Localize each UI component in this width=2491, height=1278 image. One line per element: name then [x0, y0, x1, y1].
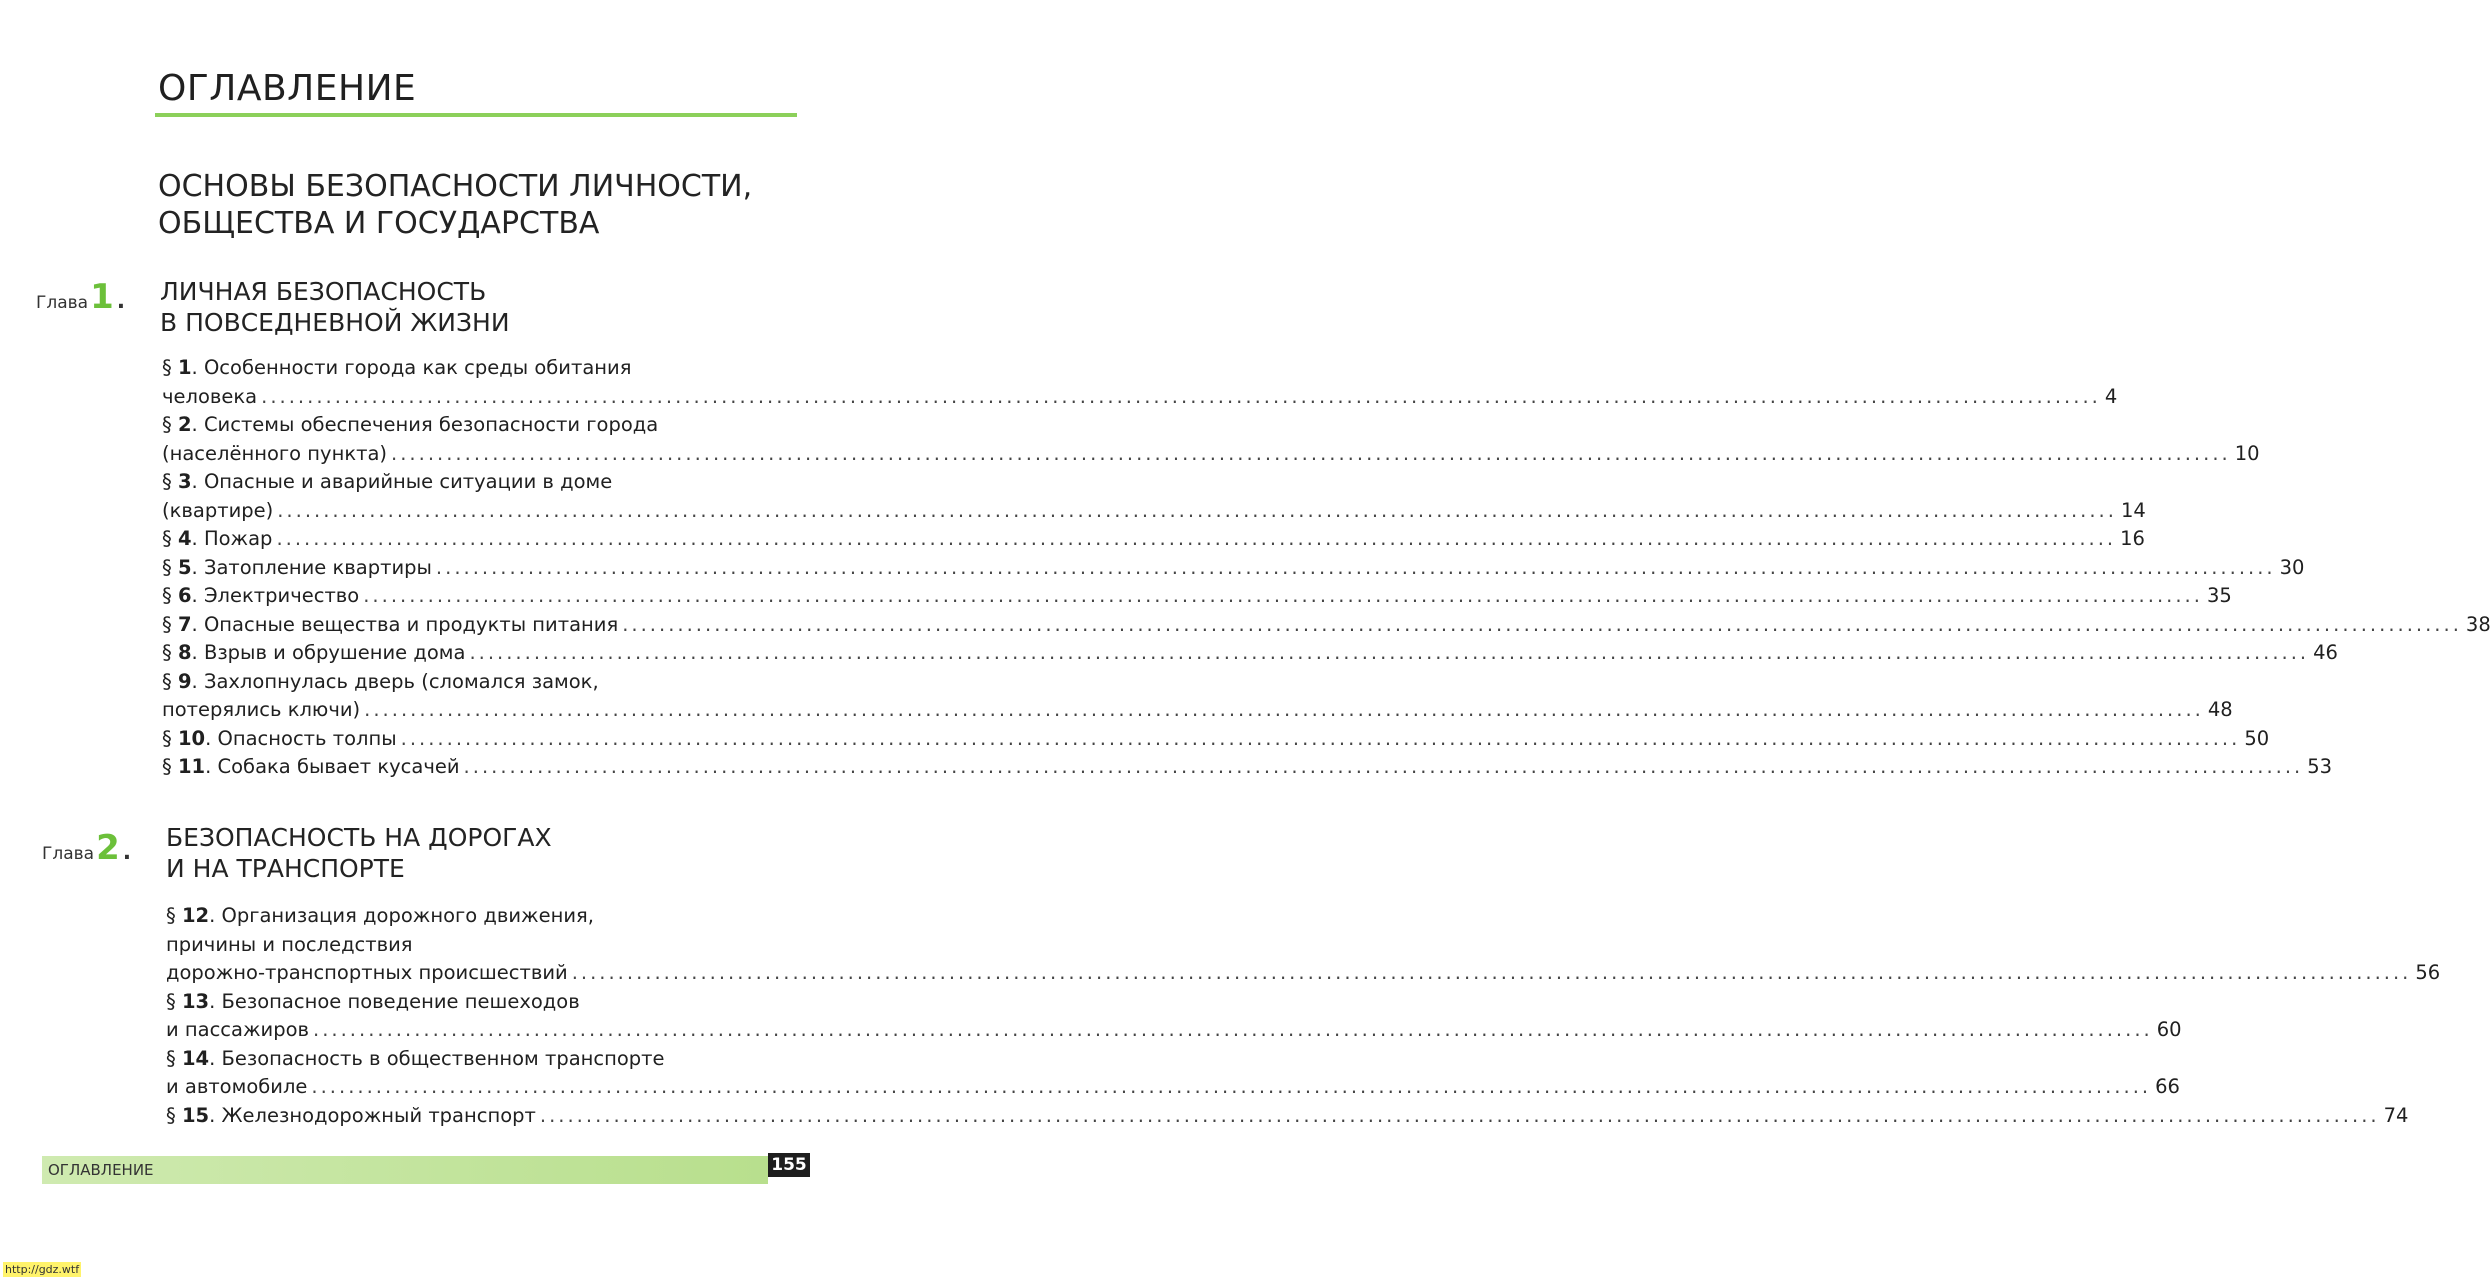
paragraph-title: Безопасное поведение пешеходов [221, 989, 580, 1013]
toc-entry-text: и пассажиров [166, 1018, 310, 1041]
toc-entry-text: § 4. Пожар [162, 527, 273, 550]
paragraph-number: 3 [177, 470, 192, 493]
toc-entry[interactable] [166, 902, 2441, 988]
paragraph-number: 2 [177, 413, 192, 436]
paragraph-number: 5 [177, 555, 192, 579]
dot-leader: ........................................................................................................................................................................................................ [539, 1103, 2380, 1127]
toc-entry-text: § 15. Железнодорожный транспорт [166, 1103, 536, 1127]
toc-entry-text: § 6. Электричество [162, 584, 360, 607]
section-heading [158, 168, 752, 242]
paragraph-title: Организация дорожного движения, [221, 904, 594, 927]
toc-entry-text: (населённого пункта) [162, 441, 388, 465]
paragraph-title: Электричество [203, 584, 360, 607]
paragraph-title: Системы обеспечения безопасности города [203, 413, 659, 436]
toc-entry-text: § 5. Затопление квартиры [162, 555, 432, 579]
chapter-label [42, 828, 131, 868]
section-sign: § [162, 755, 178, 778]
dot-leader: ........................................................................................................................................................................................................ [435, 555, 2276, 579]
paragraph-number: 4 [177, 527, 192, 550]
section-sign: § [162, 584, 178, 607]
toc-entry[interactable] [162, 525, 2145, 554]
paragraph-title: Взрыв и обрушение дома [203, 641, 466, 664]
dot-leader: ........................................................................................................................................................................................................ [571, 961, 2412, 984]
paragraph-title: Собака бывает кусачей [217, 755, 460, 778]
toc-page-number: 74 [2383, 1103, 2409, 1127]
paragraph-title: Железнодорожный транспорт [221, 1103, 536, 1127]
section-sign: § [162, 356, 178, 379]
section-sign: § [162, 470, 178, 493]
section-heading-line: ОСНОВЫ БЕЗОПАСНОСТИ ЛИЧНОСТИ, [158, 169, 753, 204]
dot-leader: ........................................................................................................................................................................................................ [363, 584, 2203, 607]
section-sign: § [162, 669, 178, 693]
dot-leader: ........................................................................................................................................................................................................ [277, 498, 2117, 522]
section-sign: § [162, 527, 178, 550]
page-title: ОГЛАВЛЕНИЕ [158, 68, 417, 109]
toc-entry-text: § 1. Особенности города как среды обитания [162, 356, 632, 379]
toc-entry-text: (квартире) [162, 498, 274, 522]
toc-entry-text: § 2. Системы обеспечения безопасности города [162, 413, 659, 436]
section-sign: § [166, 1046, 182, 1070]
toc-entry-text: и автомобиле [166, 1075, 308, 1098]
paragraph-number: 6 [177, 584, 192, 607]
toc-entry-text: § 12. Организация дорожного движения, [166, 904, 594, 927]
toc-entry-text: § 10. Опасность толпы [162, 726, 397, 750]
toc-page-number: 66 [2155, 1075, 2180, 1098]
section-sign: § [162, 641, 178, 664]
paragraph-number: 15 [181, 1103, 210, 1127]
toc-entry[interactable] [162, 639, 2338, 668]
dot-leader: ........................................................................................................................................................................................................ [276, 527, 2117, 550]
chapter-dot: . [122, 840, 132, 865]
dot-leader: ........................................................................................................................................................................................................ [463, 755, 2304, 778]
section-heading-line: ОБЩЕСТВА И ГОСУДАРСТВА [158, 206, 600, 241]
toc-page-number: 35 [2206, 584, 2232, 607]
paragraph-number: 9 [177, 669, 192, 693]
paragraph-title: Особенности города как среды обитания [203, 356, 632, 379]
toc-entry[interactable] [166, 1102, 2409, 1131]
toc-entry-text: § 7. Опасные вещества и продукты питания [162, 612, 619, 636]
section-sign: § [166, 1103, 182, 1127]
paragraph-title: Безопасность в общественном транспорте [221, 1046, 665, 1070]
toc-entry[interactable] [166, 1045, 2180, 1102]
chapter-dot: . [116, 289, 126, 314]
chapter-entries [162, 354, 2491, 782]
dot-leader: ........................................................................................................................................................................................................ [391, 441, 2231, 465]
toc-entry[interactable] [162, 554, 2305, 583]
chapter-label [36, 277, 125, 317]
paragraph-number: 1 [177, 356, 192, 379]
dot-leader: ........................................................................................................................................................................................................ [311, 1075, 2152, 1098]
dot-leader: ........................................................................................................................................................................................................ [313, 1018, 2153, 1041]
toc-entry[interactable] [162, 753, 2333, 782]
toc-entry[interactable] [162, 468, 2146, 525]
toc-page-number: 50 [2244, 726, 2270, 750]
footer-label: ОГЛАВЛЕНИЕ [48, 1161, 154, 1179]
toc-entry[interactable] [162, 354, 2118, 411]
toc-entry-text: § 3. Опасные и аварийные ситуации в доме [162, 470, 613, 493]
dot-leader: ........................................................................................................................................................................................................ [400, 726, 2241, 750]
toc-page-number: 14 [2120, 498, 2146, 522]
chapter-word: Глава [36, 293, 89, 313]
toc-entry[interactable] [166, 988, 2182, 1045]
chapter-title-line: ЛИЧНАЯ БЕЗОПАСНОСТЬ [160, 277, 487, 306]
toc-page-number: 4 [2104, 384, 2118, 408]
paragraph-title: Опасные вещества и продукты питания [203, 612, 619, 636]
chapter-number: 2 [96, 828, 120, 868]
toc-entry[interactable] [162, 611, 2491, 640]
toc-page-number: 30 [2279, 555, 2305, 579]
paragraph-number: 11 [177, 755, 206, 778]
section-sign: § [162, 413, 178, 436]
toc-page-number: 48 [2207, 698, 2233, 721]
toc-entry-text: § 11. Собака бывает кусачей [162, 755, 460, 778]
watermark: http://gdz.wtf [5, 1263, 80, 1276]
paragraph-title: Пожар [203, 527, 273, 550]
chapter-entries [166, 902, 2441, 1130]
paragraph-number: 10 [177, 726, 206, 750]
section-sign: § [162, 555, 178, 579]
toc-page-number: 46 [2313, 641, 2338, 664]
paragraph-number: 8 [177, 641, 192, 664]
toc-entry-text: § 14. Безопасность в общественном транспорте [166, 1046, 665, 1070]
paragraph-title: Опасные и аварийные ситуации в доме [203, 470, 613, 493]
toc-entry-text: человека [162, 384, 258, 408]
dot-leader: ........................................................................................................................................................................................................ [364, 698, 2204, 721]
chapter-word: Глава [42, 844, 95, 864]
section-sign: § [162, 726, 178, 750]
paragraph-number: 12 [181, 904, 210, 927]
toc-entry-text: § 8. Взрыв и обрушение дома [162, 641, 466, 664]
dot-leader: ........................................................................................................................................................................................................ [469, 641, 2310, 664]
title-underline [155, 113, 797, 117]
toc-entry[interactable] [162, 582, 2232, 611]
dot-leader: ........................................................................................................................................................................................................ [261, 384, 2101, 408]
toc-entry-text: потерялись ключи) [162, 698, 361, 721]
dot-leader: ........................................................................................................................................................................................................ [622, 612, 2462, 636]
paragraph-number: 13 [181, 989, 210, 1013]
chapter-title-line: И НА ТРАНСПОРТЕ [166, 854, 405, 883]
toc-page-number: 16 [2120, 527, 2145, 550]
chapter-title [166, 822, 552, 884]
paragraph-number: 14 [181, 1046, 210, 1070]
toc-page-number: 60 [2156, 1018, 2182, 1041]
toc-entry-text: § 9. Захлопнулась дверь (сломался замок, [162, 669, 599, 693]
chapter-title-line: В ПОВСЕДНЕВНОЙ ЖИЗНИ [160, 308, 510, 337]
toc-entry-text: § 13. Безопасное поведение пешеходов [166, 989, 580, 1013]
toc-page-number: 56 [2415, 961, 2441, 984]
paragraph-number: 7 [177, 612, 192, 636]
section-sign: § [166, 904, 182, 927]
toc-entry[interactable] [162, 668, 2233, 725]
toc-entry-text: причины и последствия [166, 932, 413, 956]
paragraph-title: Опасность толпы [217, 726, 397, 750]
toc-entry[interactable] [162, 725, 2270, 754]
chapter-number: 1 [90, 277, 114, 317]
toc-page-number: 10 [2234, 441, 2260, 465]
paragraph-title: Затопление квартиры [203, 555, 432, 579]
toc-entry-text: дорожно-транспортных происшествий [166, 961, 568, 984]
toc-page-number: 38 [2465, 612, 2491, 636]
section-sign: § [166, 989, 182, 1013]
chapter-title [160, 276, 510, 338]
toc-entry[interactable] [162, 411, 2260, 468]
toc-page-number: 53 [2307, 755, 2333, 778]
page-number: 155 [768, 1153, 810, 1177]
chapter-title-line: БЕЗОПАСНОСТЬ НА ДОРОГАХ [166, 823, 552, 852]
paragraph-title: Захлопнулась дверь (сломался замок, [203, 669, 599, 693]
section-sign: § [162, 612, 178, 636]
